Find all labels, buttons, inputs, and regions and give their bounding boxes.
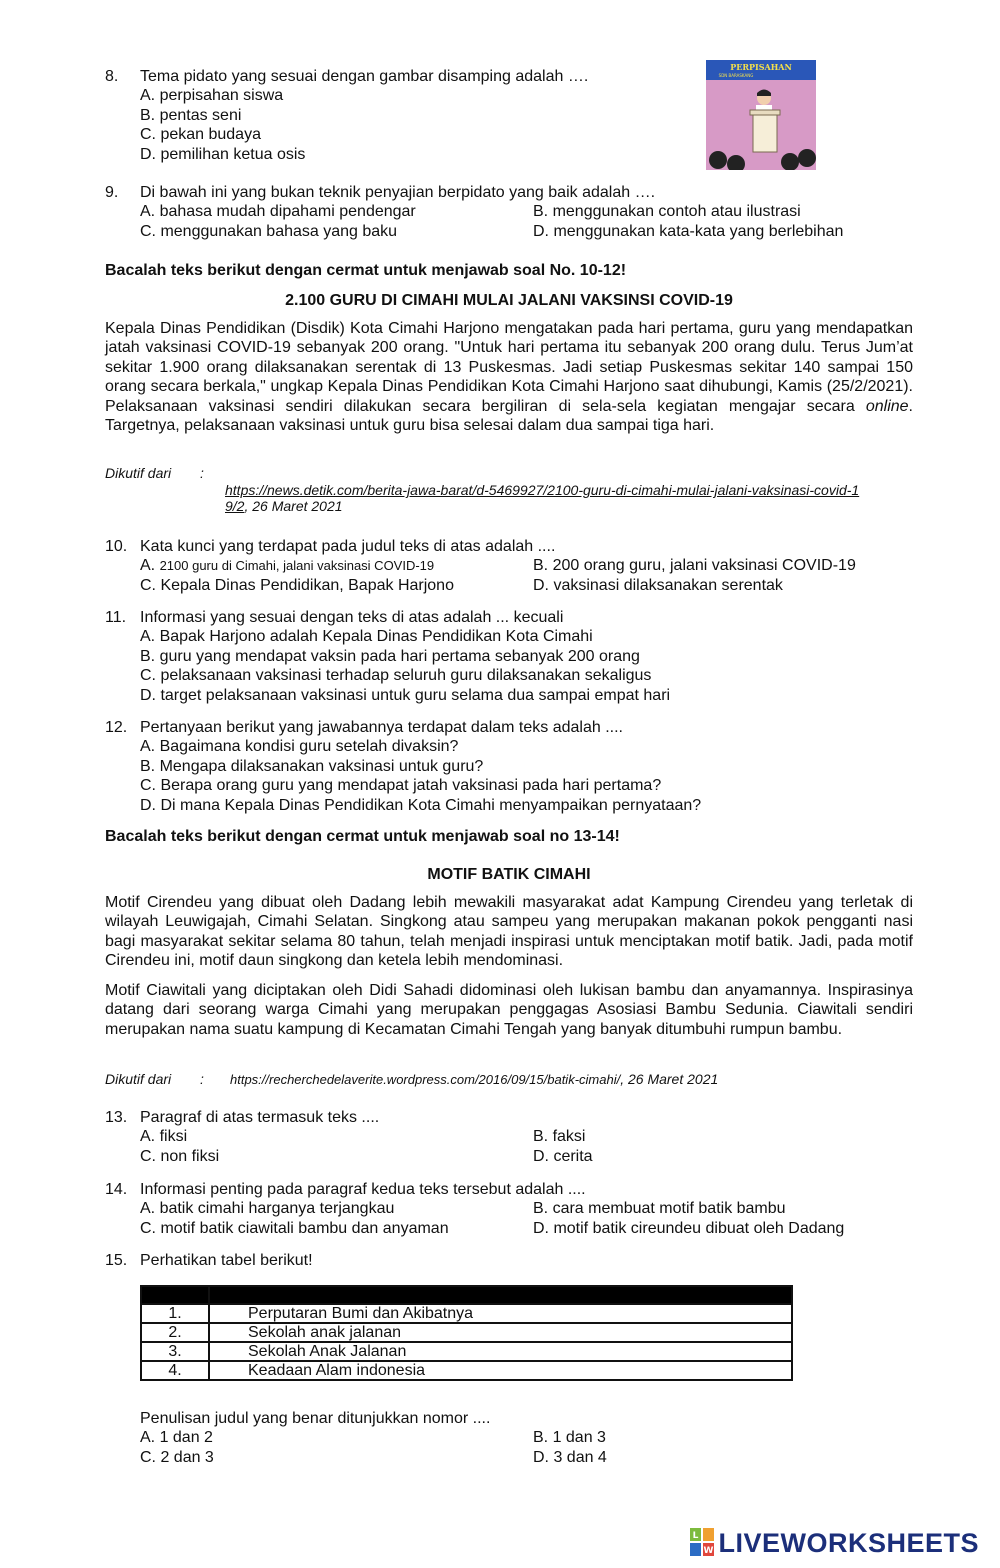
row-title: Sekolah anak jalanan	[209, 1323, 792, 1342]
article-title: MOTIF BATIK CIMAHI	[427, 866, 591, 883]
table-row	[141, 1304, 792, 1323]
option-a[interactable]: A. fiksi	[140, 1128, 188, 1146]
svg-text:W: W	[703, 1546, 714, 1556]
article-paragraph-2: Motif Ciawitali yang diciptakan oleh Didi Sahadi didominasi oleh lukisan bambu dan anyamannya. Inspirasinya datang dari seorang warga Cimahi yang merupakan penggagas Asosiasi Bambu Sedunia. Ciawitali sendiri merupakan nama suatu kampung di Kecamatan Cimahi Tengah yang banyak ditumbuhi rumpun bambu.	[105, 982, 913, 1038]
option-b[interactable]: B. Mengapa dilaksanakan vaksinasi untuk guru?	[140, 757, 484, 775]
row-number: 4.	[141, 1361, 209, 1380]
citation-label: Dikutif dari	[105, 1071, 172, 1087]
citation-label: Dikutif dari	[105, 465, 172, 481]
option-a[interactable]: A. 1 dan 2	[140, 1429, 213, 1447]
row-number: 3.	[141, 1342, 209, 1361]
option-c[interactable]: C. non fiksi	[140, 1147, 220, 1165]
question-number: 13.	[105, 1109, 128, 1126]
option-c[interactable]: C. menggunakan bahasa yang baku	[140, 222, 398, 240]
option-b[interactable]: B. guru yang mendapat vaksin pada hari pertama sebanyak 200 orang	[140, 647, 640, 665]
option-d[interactable]: D. Di mana Kepala Dinas Pendidikan Kota Cimahi menyampaikan pernyataan?	[140, 796, 702, 814]
podium	[753, 112, 777, 152]
question-number: 11.	[105, 609, 127, 626]
option-a[interactable]: A. Bagaimana kondisi guru setelah divaksin?	[140, 738, 459, 756]
reading-instruction: Bacalah teks berikut dengan cermat untuk menjawab soal No. 10-12!	[105, 262, 627, 279]
option-d[interactable]: D. cerita	[533, 1147, 593, 1165]
option-b[interactable]: B. 200 orang guru, jalani vaksinasi COVID-19	[533, 557, 856, 575]
table-row	[141, 1323, 792, 1342]
question-number: 12.	[105, 719, 128, 736]
citation-url[interactable]: https://recherchedelaverite.wordpress.com/2016/09/15/batik-cimahi/	[230, 1072, 621, 1087]
citation-source	[225, 482, 859, 514]
option-b[interactable]: B. cara membuat motif batik bambu	[533, 1200, 786, 1218]
podium-top	[750, 110, 780, 115]
option-b[interactable]: B. 1 dan 3	[533, 1429, 606, 1447]
option-c[interactable]: C. 2 dan 3	[140, 1448, 214, 1466]
question-number: 14.	[105, 1181, 128, 1198]
option-b[interactable]: B. menggunakan contoh atau ilustrasi	[533, 203, 801, 221]
option-d[interactable]: D. vaksinasi dilaksanakan serentak	[533, 576, 783, 594]
question-text: Tema pidato yang sesuai dengan gambar disamping adalah ….	[140, 68, 589, 85]
banner-text: PERPISAHAN	[730, 62, 792, 72]
svg-text:L: L	[692, 1531, 699, 1541]
title-table	[140, 1285, 793, 1381]
article-paragraph-1: Motif Cirendeu yang dibuat oleh Dadang lebih mewakili masyarakat adat Kampung Cirendeu yang terletak di wilayah Leuwigajah, Cimahi Selatan. Singkong atau sampeu yang merupakan makanan pokok pengganti nasi bagi masyarakat sekitar selama 80 tahun, telah menjadi inspirasi untuk menciptakan motif batik. Jadi, pada motif Cirendeu ini, motif daun singkong dan ketela lebih mendominasi.	[105, 894, 913, 970]
liveworksheets-wordmark: LIVEWORKSHEETS	[718, 1528, 979, 1558]
option-d[interactable]: D. motif batik cireundeu dibuat oleh Dadang	[533, 1219, 845, 1237]
option-c[interactable]: C. Berapa orang guru yang mendapat jatah vaksinasi pada hari pertama?	[140, 777, 662, 795]
question-text: Perhatikan tabel berikut!	[140, 1252, 313, 1269]
speaker-hair	[757, 90, 771, 97]
article-title: 2.100 GURU DI CIMAHI MULAI JALANI VAKSINSI COVID-19	[285, 292, 733, 309]
option-a[interactable]: A. perpisahan siswa	[140, 87, 284, 105]
audience-head	[781, 153, 799, 170]
liveworksheets-logo[interactable]	[690, 1528, 979, 1559]
farewell-speech-picture	[706, 60, 816, 170]
article-body: Kepala Dinas Pendidikan (Disdik) Kota Cimahi Harjono mengatakan pada hari pertama, guru yang mendapatkan jatah vaksinasi COVID-19 sebanyak 200 orang. "Untuk hari pertama itu sebanyak 200 orang dulu. Terus Jum’at sekitar 1.900 orang dilaksanakan serentak di 13 Puskesmas. Jadi setiap Puskesmas sekitar 140 sampai 150 orang secara berkala," ungkap Kepala Dinas Pendidikan Kota Cimahi Harjono saat dihubungi, Kamis (25/2/2021). Pelaksanaan vaksinasi sendiri dilakukan secara bergiliran di sela-sela kegiatan mengajar secara online. Targetnya, pelaksanaan vaksinasi untuk guru bisa selesai dalam dua sampai tiga hari.	[105, 320, 913, 435]
option-b[interactable]: B. pentas seni	[140, 106, 242, 124]
table-row	[141, 1342, 792, 1361]
audience-head	[727, 155, 745, 170]
row-title: Perputaran Bumi dan Akibatnya	[209, 1304, 792, 1323]
table-header-row	[141, 1286, 792, 1304]
audience-head	[709, 151, 727, 169]
option-c[interactable]: C. Kepala Dinas Pendidikan, Bapak Harjono	[140, 576, 454, 594]
option-d[interactable]: D. menggunakan kata-kata yang berlebihan	[533, 222, 844, 240]
row-title: Keadaan Alam indonesia	[209, 1361, 792, 1380]
option-c[interactable]: C. pelaksanaan vaksinasi terhadap seluruh guru dilaksanakan sekaligus	[140, 667, 652, 685]
question-number: 9.	[105, 184, 119, 201]
table-row	[141, 1361, 792, 1380]
option-a[interactable]: A. 2100 guru di Cimahi, jalani vaksinasi COVID-19	[140, 557, 435, 575]
question-text: Informasi yang sesuai dengan teks di atas adalah ... kecuali	[140, 609, 564, 626]
row-number: 2.	[141, 1323, 209, 1342]
citation-colon: :	[200, 1071, 204, 1087]
question-text: Pertanyaan berikut yang jawabannya terdapat dalam teks adalah ....	[140, 719, 623, 736]
question-text: Paragraf di atas termasuk teks ....	[140, 1109, 380, 1126]
citation-colon: :	[200, 465, 204, 481]
option-b[interactable]: B. faksi	[533, 1128, 586, 1146]
citation-date: , 26 Maret 2021	[620, 1071, 719, 1087]
banner-sub-text: SDN BARASKANG	[718, 73, 754, 78]
liveworksheets-icon	[690, 1528, 714, 1556]
row-title: Sekolah Anak Jalanan	[209, 1342, 792, 1361]
option-d[interactable]: D. 3 dan 4	[533, 1448, 607, 1466]
option-a[interactable]: A. Bapak Harjono adalah Kepala Dinas Pendidikan Kota Cimahi	[140, 628, 593, 646]
audience-head	[798, 149, 816, 167]
citation-date: , 26 Maret 2021	[244, 498, 343, 514]
reading-instruction: Bacalah teks berikut dengan cermat untuk menjawab soal no 13-14!	[105, 828, 620, 845]
question-text: Kata kunci yang terdapat pada judul teks di atas adalah ....	[140, 538, 556, 555]
citation-source	[230, 1071, 718, 1087]
question-text: Di bawah ini yang bukan teknik penyajian berpidato yang baik adalah ….	[140, 184, 656, 201]
question-text: Penulisan judul yang benar ditunjukkan nomor ....	[140, 1410, 491, 1427]
question-number: 15.	[105, 1252, 128, 1269]
option-c[interactable]: C. pekan budaya	[140, 126, 261, 144]
question-number: 8.	[105, 68, 119, 85]
row-number: 1.	[141, 1304, 209, 1323]
citation-url[interactable]: https://news.detik.com/berita-jawa-barat/d-5469927/2100-guru-di-cimahi-mulai-jalani-vaksinasi-covid-1	[225, 482, 860, 498]
citation-url-continued[interactable]: 9/2	[225, 498, 245, 514]
option-a[interactable]: A. bahasa mudah dipahami pendengar	[140, 203, 416, 221]
question-text: Informasi penting pada paragraf kedua teks tersebut adalah ....	[140, 1181, 586, 1198]
speech-illustration	[706, 60, 816, 170]
option-c[interactable]: C. motif batik ciawitali bambu dan anyaman	[140, 1219, 449, 1237]
question-number: 10.	[105, 538, 128, 555]
option-a[interactable]: A. batik cimahi harganya terjangkau	[140, 1200, 395, 1218]
option-d[interactable]: D. target pelaksanaan vaksinasi untuk guru selama dua sampai empat hari	[140, 686, 671, 704]
option-d[interactable]: D. pemilihan ketua osis	[140, 145, 306, 163]
